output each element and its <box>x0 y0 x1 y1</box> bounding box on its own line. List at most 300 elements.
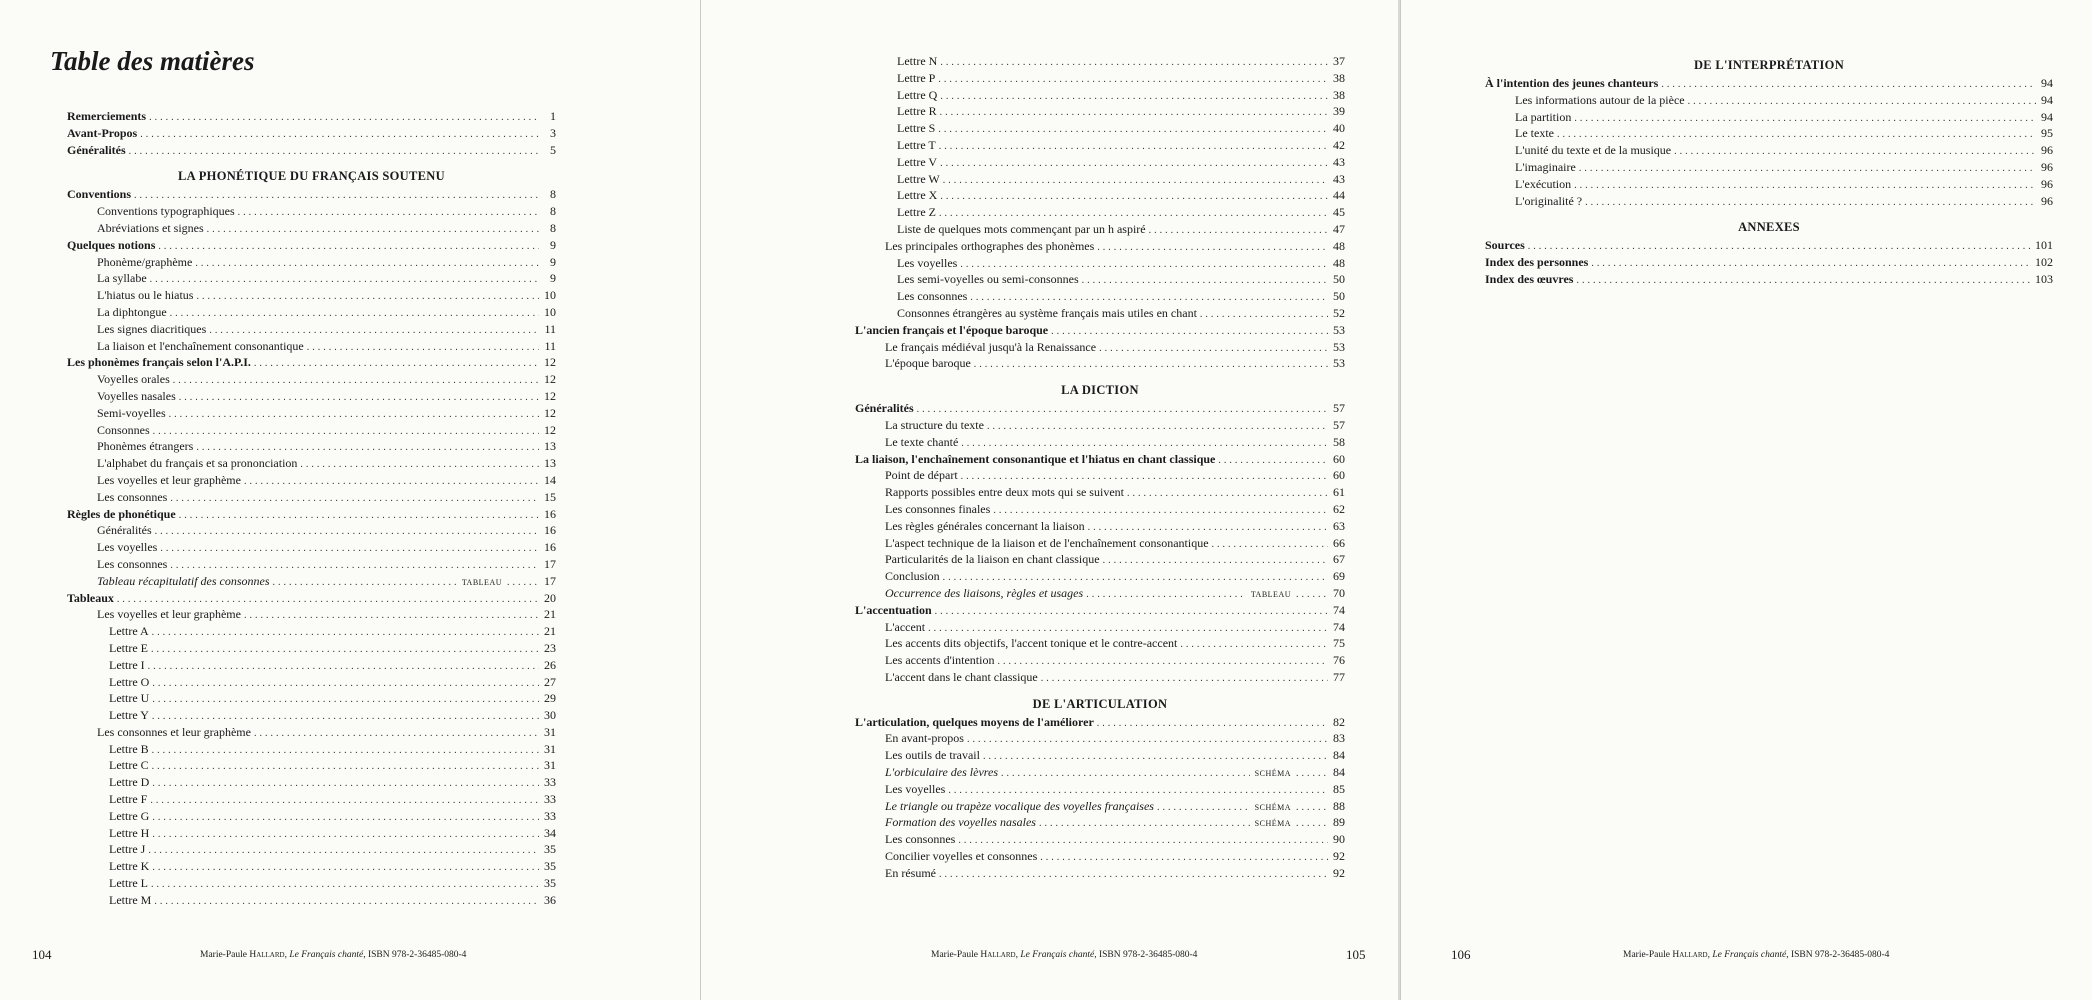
dot-leader <box>1082 273 1328 290</box>
toc-page-number: 103 <box>2035 271 2053 286</box>
toc-entry[interactable] <box>67 690 556 707</box>
dot-leader <box>160 541 539 558</box>
toc-entry-title: L'accentuation <box>855 602 932 617</box>
toc-page-number: 34 <box>544 825 556 840</box>
toc-entry[interactable] <box>1485 254 2053 271</box>
dot-leader <box>1585 195 2036 212</box>
toc-entry[interactable] <box>1485 159 2053 176</box>
toc-entry[interactable] <box>67 338 556 355</box>
footer-author: Marie-Paule <box>200 950 247 960</box>
toc-entry[interactable] <box>67 892 556 909</box>
toc-entry-title: La partition <box>1515 109 1572 124</box>
toc-entry[interactable] <box>67 354 556 371</box>
dot-leader <box>1579 161 2036 178</box>
toc-entry[interactable] <box>1485 271 2053 288</box>
dot-leader <box>1528 239 2032 256</box>
dot-leader <box>940 156 1328 173</box>
dot-leader <box>1661 77 2036 94</box>
dot-leader <box>997 654 1328 671</box>
toc-page-number: 20 <box>544 590 556 605</box>
toc-entry[interactable] <box>855 501 1345 518</box>
toc-entry-title: Tableaux <box>67 590 114 605</box>
toc-page-number: 27 <box>544 674 556 689</box>
toc-entry[interactable] <box>855 305 1345 322</box>
toc-entry[interactable] <box>855 70 1345 87</box>
footer-book-title: Le Français chanté <box>289 950 364 960</box>
dot-leader <box>507 575 539 592</box>
toc-entry[interactable] <box>855 814 1345 831</box>
toc-entry-tag: SCHÉMA <box>1254 769 1291 779</box>
toc-entry[interactable] <box>855 400 1345 417</box>
dot-leader <box>129 144 539 161</box>
toc-entry-title: L'unité du texte et de la musique <box>1515 143 1672 158</box>
dot-leader <box>1039 816 1250 833</box>
dot-leader <box>152 743 539 760</box>
dot-leader <box>155 524 539 541</box>
toc-page-number: 40 <box>1333 121 1345 136</box>
toc-page-number: 92 <box>1333 849 1345 864</box>
toc-page-number: 31 <box>544 758 556 773</box>
toc-entry[interactable] <box>67 186 556 203</box>
toc-page-number: 11 <box>544 338 556 353</box>
toc-page-number: 63 <box>1333 518 1345 533</box>
toc-entry[interactable] <box>855 137 1345 154</box>
dot-leader <box>154 894 539 911</box>
dot-leader <box>179 508 539 525</box>
toc-entry-title: Quelques notions <box>67 237 156 252</box>
toc-entry[interactable] <box>855 865 1345 882</box>
dot-leader <box>1086 587 1246 604</box>
toc-page-number: 60 <box>1333 468 1345 483</box>
toc-entry[interactable] <box>1485 92 2053 109</box>
toc-entry[interactable] <box>67 640 556 657</box>
toc-entry[interactable] <box>67 825 556 842</box>
toc-entry[interactable] <box>855 288 1345 305</box>
toc-entry[interactable] <box>855 339 1345 356</box>
toc-page-number: 15 <box>544 489 556 504</box>
toc-entry-title: Les voyelles et leur graphème <box>97 472 241 487</box>
section-heading: LA PHONÉTIQUE DU FRANÇAIS SOUTENU <box>178 169 445 184</box>
toc-page-number: 10 <box>544 304 556 319</box>
toc-page-number: 42 <box>1333 137 1345 152</box>
toc-entry[interactable] <box>855 848 1345 865</box>
toc-page-number: 37 <box>1333 54 1345 68</box>
toc-page-number: 33 <box>544 775 556 790</box>
toc-page-number: 9 <box>550 254 556 269</box>
toc-entry-title: L'hiatus ou le hiatus <box>97 288 194 303</box>
toc-entry[interactable] <box>67 674 556 691</box>
toc-entry[interactable] <box>67 741 556 758</box>
toc-entry[interactable] <box>67 757 556 774</box>
toc-entry[interactable] <box>855 568 1345 585</box>
toc-entry[interactable] <box>855 764 1345 781</box>
toc-entry[interactable] <box>67 774 556 791</box>
dot-leader <box>254 726 539 743</box>
toc-entry-tag: SCHÉMA <box>1254 819 1291 829</box>
toc-entry-title: Les principales orthographes des phonèmes <box>885 238 1095 253</box>
toc-entry[interactable] <box>855 451 1345 468</box>
section-heading: DE L'ARTICULATION <box>1032 696 1168 711</box>
toc-entry-title: Lettre H <box>109 825 150 840</box>
toc-page-number: 85 <box>1333 781 1345 796</box>
toc-page-number: 50 <box>1333 289 1345 304</box>
toc-entry-title: Règles de phonétique <box>67 506 176 521</box>
toc-entry[interactable] <box>67 707 556 724</box>
toc-entry-title: Liste de quelques mots commençant par un h aspiré <box>897 221 1146 236</box>
footer-book-title: Le Français chanté <box>1020 950 1095 960</box>
toc-entry[interactable] <box>67 841 556 858</box>
toc-entry[interactable] <box>855 238 1345 255</box>
toc-entry[interactable] <box>67 573 556 590</box>
toc-entry-title: Point de départ <box>885 468 958 483</box>
toc-entry-title: Lettre N <box>897 54 938 68</box>
toc-page-number: 12 <box>544 355 556 370</box>
toc-page-number: 12 <box>544 372 556 387</box>
toc-page-number: 67 <box>1333 552 1345 567</box>
toc-entry-title: En avant-propos <box>885 731 964 746</box>
toc-page-number: 35 <box>544 842 556 857</box>
toc-page-number: 82 <box>1333 714 1345 729</box>
toc-page-number: 96 <box>2041 193 2053 208</box>
toc-entry-title: Lettre P <box>897 70 936 85</box>
footer-isbn: , ISBN 978-2-36485-080-4 <box>1094 950 1198 960</box>
toc-entry-title: Voyelles nasales <box>97 388 176 403</box>
dot-leader <box>169 407 539 424</box>
toc-entry[interactable] <box>855 417 1345 434</box>
toc-page-number: 75 <box>1333 636 1345 651</box>
toc-entry[interactable] <box>67 808 556 825</box>
dot-leader <box>1574 111 2036 128</box>
toc-page-number: 21 <box>544 624 556 639</box>
toc-entry[interactable] <box>855 187 1345 204</box>
toc-entry[interactable] <box>67 254 556 271</box>
toc-entry[interactable] <box>67 142 556 159</box>
toc-entry[interactable] <box>67 724 556 741</box>
toc-entry[interactable] <box>67 438 556 455</box>
toc-entry[interactable] <box>855 781 1345 798</box>
toc-page-number: 102 <box>2035 255 2053 270</box>
toc-page-number: 94 <box>2041 109 2053 124</box>
toc-entry-title: Remerciements <box>67 109 147 123</box>
toc-page-number: 74 <box>1333 602 1345 617</box>
toc-entry-title: Lettre V <box>897 154 938 169</box>
toc-entry[interactable] <box>67 455 556 472</box>
toc-entry-title: Les consonnes <box>885 832 956 847</box>
toc-entry-title: Sources <box>1485 238 1525 253</box>
toc-entry[interactable] <box>67 422 556 439</box>
toc-entry-title: Lettre K <box>109 859 150 874</box>
dot-leader <box>170 306 539 323</box>
toc-entry[interactable] <box>67 270 556 287</box>
toc-page-number: 12 <box>544 422 556 437</box>
toc-entry-title: Généralités <box>67 142 126 157</box>
footer: Marie-Paule Hallard, Le Français chanté, ISBN 978-2-36485-080-4 <box>1623 950 1890 960</box>
toc-entry-title: L'époque baroque <box>885 356 971 371</box>
toc-page-number: 13 <box>544 439 556 454</box>
dot-leader <box>1001 766 1250 783</box>
toc-entry-title: Lettre S <box>897 121 936 136</box>
toc-entry[interactable] <box>67 522 556 539</box>
toc-column-3 <box>1485 53 2053 288</box>
toc-page-number: 52 <box>1333 305 1345 320</box>
toc-page-number: 21 <box>544 607 556 622</box>
toc-page-number: 38 <box>1333 70 1345 85</box>
toc-entry[interactable] <box>855 154 1345 171</box>
toc-entry[interactable] <box>855 87 1345 104</box>
toc-page-number: 57 <box>1333 401 1345 416</box>
toc-page-number: 29 <box>544 691 556 706</box>
toc-page-number: 35 <box>544 876 556 891</box>
dot-leader <box>152 692 539 709</box>
toc-entry-title: Consonnes étrangères au système français mais utiles en chant <box>897 305 1197 320</box>
toc-column-1 <box>67 108 556 909</box>
section-heading: ANNEXES <box>1738 220 1800 235</box>
toc-entry-tag: SCHÉMA <box>1254 802 1291 812</box>
dot-leader <box>974 357 1328 374</box>
toc-entry[interactable] <box>855 103 1345 120</box>
toc-entry-title: Les consonnes et leur graphème <box>97 724 251 739</box>
page-title: Table des matières <box>50 46 255 76</box>
dot-leader <box>173 373 539 390</box>
toc-page-number: 8 <box>550 220 556 235</box>
dot-leader <box>151 877 539 894</box>
toc-entry[interactable] <box>67 220 556 237</box>
dot-leader <box>940 189 1328 206</box>
dot-leader <box>148 659 539 676</box>
toc-entry-title: Particularités de la liaison en chant classique <box>885 552 1100 567</box>
dot-leader <box>254 356 539 373</box>
toc-entry-title: Lettre M <box>109 892 152 907</box>
dot-leader <box>1591 256 2032 273</box>
toc-entry-title: La diphtongue <box>97 304 167 319</box>
dot-leader <box>1674 144 2036 161</box>
toc-entry[interactable] <box>67 108 556 125</box>
toc-entry-tag: TABLEAU <box>461 577 502 587</box>
toc-page-number: 14 <box>544 472 556 487</box>
toc-page-number: 10 <box>544 288 556 303</box>
dot-leader <box>1099 341 1328 358</box>
dot-leader <box>1200 307 1328 324</box>
toc-page-number: 92 <box>1333 865 1345 880</box>
toc-entry[interactable] <box>855 434 1345 451</box>
footer-author-surname: Hallard <box>1672 950 1708 960</box>
dot-leader <box>1296 587 1328 604</box>
page-number: 104 <box>32 947 52 962</box>
toc-entry-title: Les consonnes <box>97 556 168 571</box>
toc-entry[interactable] <box>855 652 1345 669</box>
toc-entry[interactable] <box>67 606 556 623</box>
toc-entry-title: Lettre R <box>897 104 937 119</box>
toc-entry[interactable] <box>855 255 1345 272</box>
dot-leader <box>943 173 1328 190</box>
toc-entry-title: Le français médiéval jusqu'à la Renaissance <box>885 339 1097 354</box>
footer-author: Marie-Paule <box>931 950 978 960</box>
dot-leader <box>152 810 539 827</box>
toc-entry[interactable] <box>1485 142 2053 159</box>
toc-page-number: 60 <box>1333 451 1345 466</box>
toc-entry[interactable] <box>67 875 556 892</box>
footer-isbn: , ISBN 978-2-36485-080-4 <box>1786 950 1890 960</box>
toc-entry[interactable] <box>855 221 1345 238</box>
toc-entry[interactable] <box>1485 176 2053 193</box>
dot-leader <box>149 110 539 127</box>
dot-leader <box>1212 537 1328 554</box>
dot-leader <box>938 122 1328 139</box>
toc-entry[interactable] <box>855 798 1345 815</box>
dot-leader <box>207 222 539 239</box>
dot-leader <box>152 860 539 877</box>
toc-entry-title: Lettre U <box>109 691 150 706</box>
toc-entry-title: Conventions <box>67 187 132 202</box>
dot-leader <box>940 105 1328 122</box>
toc-entry[interactable] <box>67 539 556 556</box>
toc-entry[interactable] <box>1485 125 2053 142</box>
toc-entry[interactable] <box>855 585 1345 602</box>
toc-entry[interactable] <box>855 535 1345 552</box>
dot-leader <box>1040 850 1328 867</box>
toc-entry-title: Les voyelles et leur graphème <box>97 607 241 622</box>
toc-entry[interactable] <box>855 602 1345 619</box>
toc-entry-title: Avant-Propos <box>67 125 138 140</box>
middle-page <box>700 0 1398 1000</box>
toc-entry[interactable] <box>67 657 556 674</box>
toc-entry-title: Le texte chanté <box>885 434 959 449</box>
toc-entry[interactable] <box>855 204 1345 221</box>
dot-leader <box>179 390 539 407</box>
dot-leader <box>1097 716 1328 733</box>
toc-entry[interactable] <box>855 467 1345 484</box>
toc-entry-title: L'alphabet du français et sa prononciation <box>97 456 298 471</box>
dot-leader <box>150 272 539 289</box>
toc-page-number: 8 <box>550 204 556 219</box>
toc-entry[interactable] <box>67 125 556 142</box>
dot-leader <box>967 732 1328 749</box>
section-heading: DE L'INTERPRÉTATION <box>1693 58 1845 72</box>
toc-page-number: 96 <box>2041 143 2053 158</box>
toc-entry[interactable] <box>67 405 556 422</box>
toc-entry-title: L'ancien français et l'époque baroque <box>855 322 1049 337</box>
toc-entry-title: Lettre Y <box>109 708 149 723</box>
toc-entry-title: Les voyelles <box>885 781 946 796</box>
toc-entry-title: Les semi-voyelles ou semi-consonnes <box>897 272 1079 287</box>
dot-leader <box>987 419 1328 436</box>
toc-page-number: 89 <box>1333 815 1345 830</box>
toc-entry[interactable] <box>67 321 556 338</box>
dot-leader <box>940 89 1328 106</box>
toc-entry[interactable] <box>855 831 1345 848</box>
toc-entry[interactable] <box>855 730 1345 747</box>
toc-entry[interactable] <box>67 203 556 220</box>
toc-entry[interactable] <box>855 53 1345 70</box>
dot-leader <box>1576 273 2032 290</box>
toc-entry-title: Lettre F <box>109 792 148 807</box>
toc-entry-title: Conclusion <box>885 569 940 584</box>
toc-entry-title: Les consonnes <box>897 289 968 304</box>
toc-entry[interactable] <box>67 388 556 405</box>
footer: Marie-Paule Hallard, Le Français chanté, ISBN 978-2-36485-080-4 <box>931 950 1198 960</box>
dot-leader <box>1103 553 1328 570</box>
toc-entry[interactable] <box>67 590 556 607</box>
toc-page-number: 16 <box>544 523 556 538</box>
toc-entry[interactable] <box>855 619 1345 636</box>
toc-entry-title: Lettre E <box>109 640 148 655</box>
toc-entry-title: La syllabe <box>97 271 147 286</box>
right-page <box>1400 0 2092 1000</box>
footer-author-surname: Hallard <box>249 950 285 960</box>
toc-entry-title: L'imaginaire <box>1515 159 1576 174</box>
toc-entry[interactable] <box>67 506 556 523</box>
toc-entry[interactable] <box>855 747 1345 764</box>
footer-author: Marie-Paule <box>1623 950 1670 960</box>
dot-leader <box>244 474 539 491</box>
toc-entry[interactable] <box>67 489 556 506</box>
toc-entry[interactable] <box>67 287 556 304</box>
toc-entry[interactable] <box>67 623 556 640</box>
toc-page-number: 1 <box>550 109 556 123</box>
dot-leader <box>238 205 539 222</box>
toc-page-number: 94 <box>2041 76 2053 90</box>
toc-entry[interactable] <box>855 714 1345 731</box>
toc-entry[interactable] <box>67 237 556 254</box>
toc-entry[interactable] <box>855 484 1345 501</box>
toc-entry[interactable] <box>67 791 556 808</box>
toc-entry[interactable] <box>855 551 1345 568</box>
toc-entry-title: Les accents dits objectifs, l'accent tonique et le contre-accent <box>885 636 1178 651</box>
toc-entry[interactable] <box>1485 109 2053 126</box>
toc-entry-title: Phonème/graphème <box>97 254 193 269</box>
toc-entry-title: Les voyelles <box>897 255 958 270</box>
toc-entry-title: Généralités <box>855 401 914 416</box>
dot-leader <box>152 625 539 642</box>
toc-entry[interactable] <box>67 472 556 489</box>
toc-entry[interactable] <box>855 355 1345 372</box>
toc-entry-title: Lettre J <box>109 842 146 857</box>
toc-entry[interactable] <box>67 371 556 388</box>
toc-entry-title: Lettre L <box>109 876 148 891</box>
toc-entry[interactable] <box>855 669 1345 686</box>
dot-leader <box>151 642 539 659</box>
toc-entry-title: Les règles générales concernant la liaison <box>885 518 1085 533</box>
toc-entry[interactable] <box>855 322 1345 339</box>
toc-page-number: 8 <box>550 187 556 202</box>
toc-entry[interactable] <box>855 271 1345 288</box>
toc-entry[interactable] <box>1485 75 2053 92</box>
toc-entry[interactable] <box>855 518 1345 535</box>
toc-page-number: 96 <box>2041 159 2053 174</box>
toc-entry[interactable] <box>67 556 556 573</box>
toc-page-number: 11 <box>544 321 556 336</box>
toc-entry[interactable] <box>67 304 556 321</box>
toc-entry[interactable] <box>1485 237 2053 254</box>
dot-leader <box>940 55 1328 72</box>
toc-entry-title: Lettre O <box>109 674 150 689</box>
toc-entry-title: L'orbiculaire des lèvres <box>885 765 998 780</box>
toc-entry[interactable] <box>855 635 1345 652</box>
toc-page-number: 45 <box>1333 205 1345 220</box>
toc-page-number: 70 <box>1333 585 1345 600</box>
toc-entry[interactable] <box>67 858 556 875</box>
toc-page-number: 43 <box>1333 154 1345 169</box>
toc-entry-title: Occurrence des liaisons, règles et usages <box>885 585 1084 600</box>
toc-entry-title: Généralités <box>97 523 152 538</box>
toc-entry-title: Rapports possibles entre deux mots qui se suivent <box>885 485 1124 500</box>
toc-entry[interactable] <box>855 171 1345 188</box>
toc-entry[interactable] <box>1485 193 2053 210</box>
toc-page-number: 12 <box>544 388 556 403</box>
toc-entry[interactable] <box>855 120 1345 137</box>
toc-entry-title: Semi-voyelles <box>97 405 166 420</box>
toc-page-number: 13 <box>544 456 556 471</box>
